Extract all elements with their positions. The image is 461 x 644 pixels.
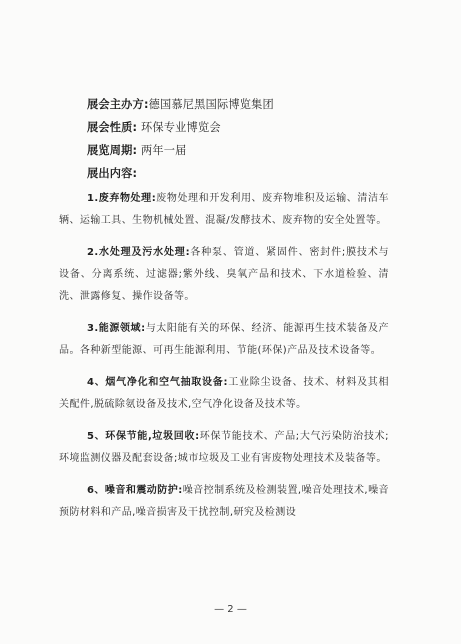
item-water-body: 各种泵、管道、紧固件、密封件;膜技术与设备、分离系统、过滤器;紫外线、臭氧产品和技术、下水道检验、清洗、泄露修复、操作设备等。 [59, 246, 389, 302]
item-waste-head: 1.废弃物处理: [87, 192, 157, 204]
item-flue-gas [59, 372, 389, 416]
item-noise [59, 480, 389, 524]
item-noise-body: 噪音控制系统及检测装置,噪音处理技术,噪音预防材料和产品,噪音损害及干扰控制,研究及检测设 [59, 484, 389, 518]
item-energy-body: 与太阳能有关的环保、经济、能源再生技术装备及产品。各种新型能源、可再生能源利用、节能(环保)产品及技术设备等。 [59, 322, 389, 356]
organizer-label: 展会主办方: [87, 98, 149, 111]
item-waste-body: 废物处理和开发利用、废弃物堆积及运输、清洁车辆、运输工具、生物机械处置、混凝/发酵技术、废弃物的安全处置等。 [59, 192, 389, 226]
page-number: — 2 — [214, 604, 247, 615]
organizer-value: 德国慕尼黑国际博览集团 [148, 98, 274, 111]
item-recycling-head: 5、环保节能,垃圾回收: [87, 430, 200, 442]
item-recycling-body: 环保节能技术、产品;大气污染防治技术;环境监测仪器及配套设备;城市垃圾及工业有害废物处理技术及装备等。 [59, 430, 389, 464]
cycle-label: 展览周期: [87, 144, 138, 157]
document-body [59, 94, 417, 534]
contents-heading: 展出内容: [87, 167, 138, 180]
organizer-line [87, 94, 417, 116]
item-waste [59, 188, 389, 232]
item-recycling [59, 426, 389, 470]
item-flue-gas-head: 4、烟气净化和空气抽取设备: [87, 376, 228, 388]
nature-value: 环保专业博览会 [141, 121, 221, 134]
item-water-head: 2.水处理及污水处理: [87, 246, 191, 258]
item-flue-gas-body: 工业除尘设备、技术、材料及其相关配件,脱硫除氨设备及技术,空气净化设备及技术等。 [59, 376, 389, 410]
item-water [59, 242, 389, 308]
nature-line [87, 117, 417, 139]
cycle-line [87, 140, 417, 162]
nature-label: 展会性质: [87, 121, 138, 134]
item-noise-head: 6、噪音和震动防护: [87, 484, 183, 496]
item-energy [59, 318, 389, 362]
cycle-value: 两年一届 [141, 144, 187, 157]
item-energy-head: 3.能源领域: [87, 322, 146, 334]
